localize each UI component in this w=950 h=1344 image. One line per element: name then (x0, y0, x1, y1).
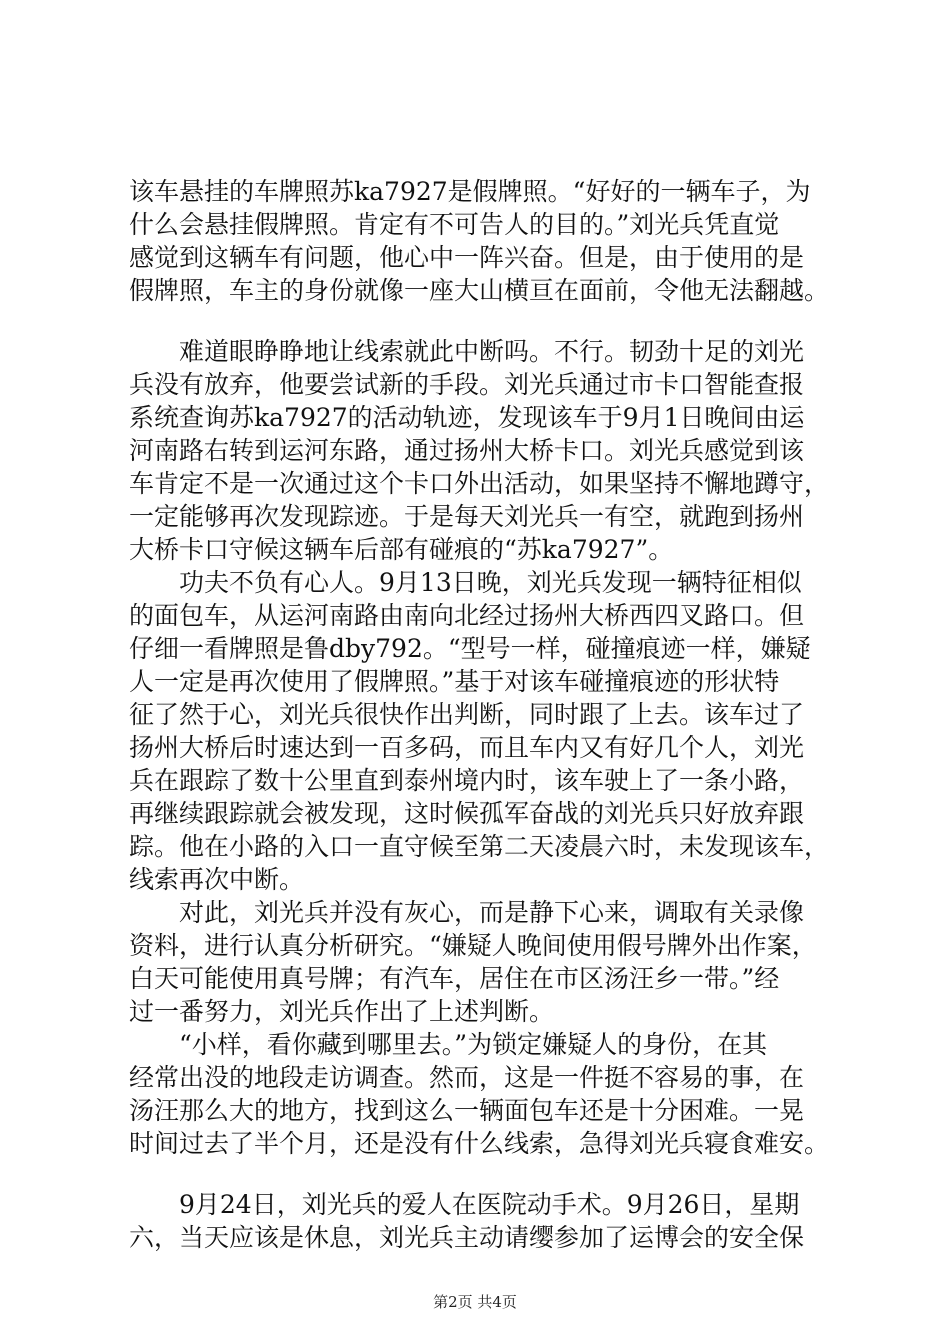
page-number-footer: 第2页 共4页 (433, 1293, 517, 1311)
text-line: 踪。他在小路的入口一直守候至第二天凌晨六时，未发现该车， (129, 832, 830, 861)
paragraph-spacer (129, 307, 829, 335)
text-line: 过一番努力，刘光兵作出了上述判断。 (129, 997, 555, 1026)
text-line: 资料，进行认真分析研究。“嫌疑人晚间使用假号牌外出作案， (129, 931, 817, 960)
text-line: 经常出没的地段走访调查。然而，这是一件挺不容易的事，在 (129, 1063, 805, 1092)
paragraph (129, 1188, 829, 1254)
text-line: 白天可能使用真号牌；有汽车，居住在市区汤汪乡一带。”经 (129, 964, 780, 993)
text-line: 感觉到这辆车有问题，他心中一阵兴奋。但是，由于使用的是 (129, 243, 805, 272)
text-line: 对此，刘光兵并没有灰心，而是静下心来，调取有关录像 (129, 898, 805, 927)
text-line: 功夫不负有心人。9月13日晚，刘光兵发现一辆特征相似 (129, 568, 802, 597)
text-line: 难道眼睁睁地让线索就此中断吗。不行。韧劲十足的刘光 (129, 337, 805, 366)
paragraph (129, 1028, 829, 1160)
text-line: 仔细一看牌照是鲁dby792。“型号一样，碰撞痕迹一样，嫌疑 (129, 634, 811, 663)
text-line: 扬州大桥后时速达到一百多码，而且车内又有好几个人，刘光 (129, 733, 805, 762)
article-body (129, 175, 829, 1254)
text-line: 9月24日，刘光兵的爱人在医院动手术。9月26日，星期 (129, 1190, 800, 1219)
text-line: 河南路右转到运河东路，通过扬州大桥卡口。刘光兵感觉到该 (129, 436, 805, 465)
text-line: 征了然于心，刘光兵很快作出判断，同时跟了上去。该车过了 (129, 700, 805, 729)
paragraph (129, 896, 829, 1028)
paragraph (129, 566, 829, 896)
paragraph (129, 175, 829, 307)
text-line: 系统查询苏ka7927的活动轨迹，发现该车于9月1日晚间由运 (129, 403, 805, 432)
text-line: 兵在跟踪了数十公里直到泰州境内时，该车驶上了一条小路， (129, 766, 805, 795)
text-line: 兵没有放弃，他要尝试新的手段。刘光兵通过市卡口智能查报 (129, 370, 805, 399)
paragraph (129, 335, 829, 566)
text-line: 车肯定不是一次通过这个卡口外出活动，如果坚持不懈地蹲守， (129, 469, 830, 498)
text-line: 该车悬挂的车牌照苏ka7927是假牌照。“好好的一辆车子，为 (129, 177, 811, 206)
text-line: 线索再次中断。 (129, 865, 305, 894)
text-line: 一定能够再次发现踪迹。于是每天刘光兵一有空，就跑到扬州 (129, 502, 805, 531)
text-line: 大桥卡口守候这辆车后部有碰痕的“苏ka7927”。 (129, 535, 674, 564)
paragraph-spacer (129, 1160, 829, 1188)
text-line: 假牌照，车主的身份就像一座大山横亘在面前，令他无法翻越。 (129, 276, 830, 305)
text-line: 人一定是再次使用了假牌照。”基于对该车碰撞痕迹的形状特 (129, 667, 780, 696)
text-line: 的面包车，从运河南路由南向北经过扬州大桥西四叉路口。但 (129, 601, 805, 630)
text-line: 时间过去了半个月，还是没有什么线索，急得刘光兵寝食难安。 (129, 1129, 830, 1158)
text-line: 什么会悬挂假牌照。肯定有不可告人的目的。”刘光兵凭直觉 (129, 210, 780, 239)
text-line: “小样，看你藏到哪里去。”为锁定嫌疑人的身份，在其 (129, 1030, 768, 1059)
text-line: 汤汪那么大的地方，找到这么一辆面包车还是十分困难。一晃 (129, 1096, 805, 1125)
text-line: 六，当天应该是休息，刘光兵主动请缨参加了运博会的安全保 (129, 1223, 805, 1252)
text-line: 再继续跟踪就会被发现，这时候孤军奋战的刘光兵只好放弃跟 (129, 799, 805, 828)
